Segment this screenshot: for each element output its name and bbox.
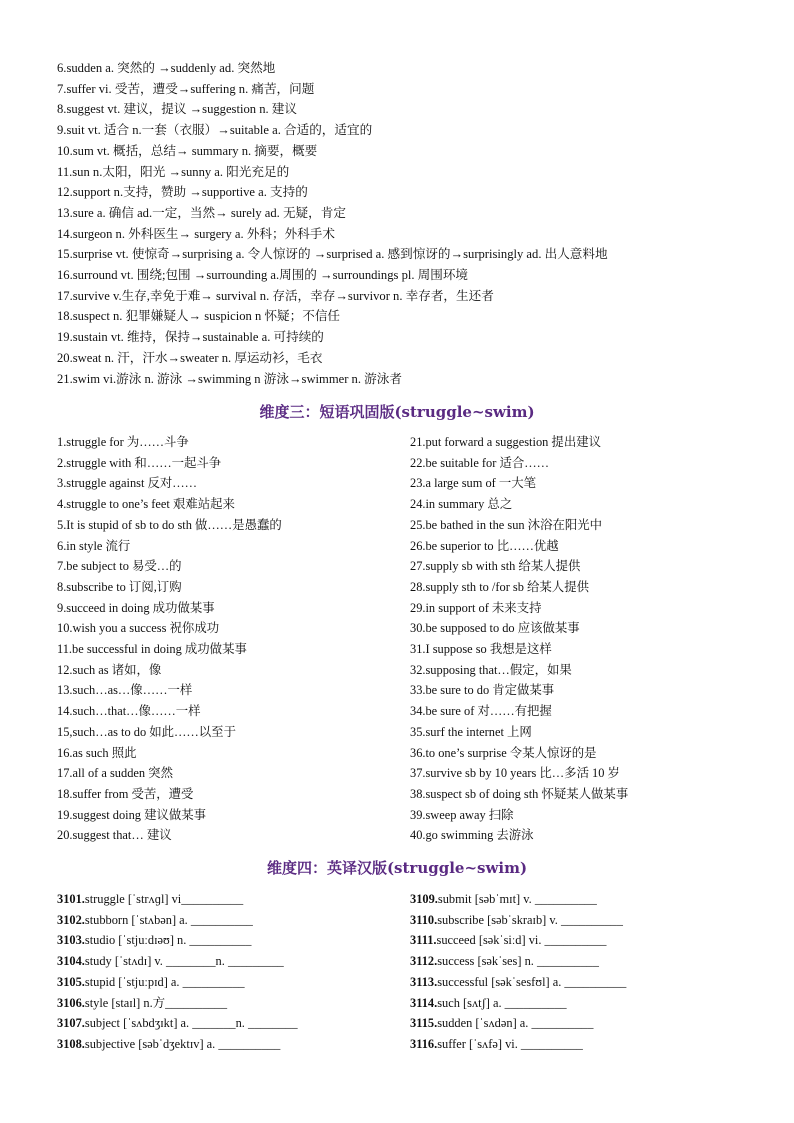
phrase-column-right bbox=[410, 432, 780, 846]
vocab-item bbox=[57, 889, 407, 910]
vocab-entry: sudden [ˈsʌdən] a. __________ bbox=[437, 1016, 594, 1031]
section-4-heading: 维度四：英译汉版(struggle~swim) bbox=[266, 859, 528, 877]
phrase-item: 35.surf the internet 上网 bbox=[410, 724, 532, 739]
phrase-item: 6.in style 流行 bbox=[57, 538, 131, 553]
vocab-number: 3104. bbox=[57, 954, 85, 969]
phrase-item: 20.suggest that… 建议 bbox=[57, 828, 172, 843]
derivation-line: 13.sure a. 确信 ad.一定，当然→ surely ad. 无疑，肯定 bbox=[57, 205, 346, 220]
vocab-entry: studio [ˈstjuːdɪəʊ] n. __________ bbox=[84, 933, 252, 948]
phrase-item: 1.struggle for 为……斗争 bbox=[57, 435, 189, 449]
phrase-item: 27.supply sb with sth 给某人提供 bbox=[410, 559, 581, 574]
phrase-item: 31.I suppose so 我想是这样 bbox=[410, 642, 552, 657]
phrase-item: 18.suffer from 受苦，遭受 bbox=[57, 786, 194, 801]
vocab-entry: successful [səkˈsesfʊl] a. __________ bbox=[437, 974, 627, 989]
phrase-item: 3.struggle against 反对…… bbox=[57, 476, 198, 491]
vocab-number: 3113. bbox=[410, 974, 438, 989]
vocab-entry: suffer [ˈsʌfə] vi. __________ bbox=[437, 1036, 583, 1051]
vocab-entry: succeed [səkˈsiːd] vi. __________ bbox=[436, 933, 607, 948]
derivation-line: 19.sustain vt. 维持，保持→sustainable a. 可持续的 bbox=[57, 330, 324, 345]
derivation-line: 7.suffer vi. 受苦，遭受→suffering n. 痛苦，问题 bbox=[57, 81, 315, 96]
vocab-item bbox=[57, 1034, 407, 1055]
phrase-item: 8.subscribe to 订阅,订购 bbox=[57, 579, 182, 594]
vocab-number: 3105. bbox=[57, 974, 85, 989]
phrase-item: 11.be successful in doing 成功做某事 bbox=[57, 642, 247, 657]
vocab-item bbox=[410, 889, 780, 910]
vocab-entry: success [səkˈses] n. __________ bbox=[437, 954, 599, 969]
phrase-item: 26.be superior to 比……优越 bbox=[410, 538, 559, 553]
derivation-line: 11.sun n.太阳，阳光 →sunny a. 阳光充足的 bbox=[57, 164, 290, 179]
phrase-item: 40.go swimming 去游泳 bbox=[410, 828, 534, 843]
vocab-item bbox=[410, 910, 780, 931]
phrase-item: 13.such…as…像……一样 bbox=[57, 683, 193, 698]
phrase-item: 21.put forward a suggestion 提出建议 bbox=[410, 435, 601, 449]
vocab-exercise-list bbox=[57, 889, 777, 1064]
vocab-entry: submit [səbˈmɪt] v. __________ bbox=[437, 892, 597, 906]
phrase-item: 14.such…that…像……一样 bbox=[57, 704, 201, 719]
vocab-number: 3111. bbox=[410, 933, 437, 948]
vocab-number: 3112. bbox=[410, 954, 438, 969]
vocab-item bbox=[410, 972, 780, 993]
derivation-line: 21.swim vi.游泳 n. 游泳 →swimming n 游泳→swimmer n. 游泳者 bbox=[57, 371, 402, 386]
phrase-item: 12.such as 诸如，像 bbox=[57, 662, 162, 677]
vocab-entry: stupid [ˈstjuːpɪd] a. __________ bbox=[84, 974, 245, 989]
phrase-item: 39.sweep away 扫除 bbox=[410, 807, 514, 822]
vocab-entry: such [sʌtʃ] a. __________ bbox=[437, 995, 567, 1010]
section-3-heading: 维度三：短语巩固版(struggle~swim) bbox=[259, 403, 535, 421]
vocab-number: 3101. bbox=[57, 892, 85, 906]
phrase-item: 37.survive sb by 10 years 比…多活 10 岁 bbox=[410, 766, 620, 781]
vocab-number: 3116. bbox=[410, 1036, 438, 1051]
phrase-item: 36.to one’s surprise 令某人惊讶的是 bbox=[410, 745, 597, 760]
derivation-line: 6.sudden a. 突然的 →suddenly ad. 突然地 bbox=[57, 61, 276, 75]
phrase-item: 7.be subject to 易受…的 bbox=[57, 559, 182, 574]
phrase-item: 29.in support of 未来支持 bbox=[410, 600, 542, 615]
phrase-item: 24.in summary 总之 bbox=[410, 497, 513, 512]
vocab-number: 3114. bbox=[410, 995, 438, 1010]
vocab-item bbox=[410, 993, 780, 1014]
vocab-item bbox=[57, 930, 407, 951]
derivation-line: 15.surprise vt. 使惊奇→surprising a. 令人惊讶的 →surprised a. 感到惊讶的→surprisingly ad. 出人意料地 bbox=[57, 247, 608, 262]
phrase-item: 23.a large sum of 一大笔 bbox=[410, 476, 537, 491]
word-derivation-list bbox=[57, 58, 777, 389]
vocab-entry: style [staɪl] n.方__________ bbox=[84, 995, 228, 1010]
vocab-entry: study [ˈstʌdɪ] v. ________n. _________ bbox=[84, 954, 284, 969]
phrase-item: 15,such…as to do 如此……以至于 bbox=[57, 724, 236, 739]
vocab-entry: subjective [səbˈdʒektɪv] a. __________ bbox=[84, 1036, 281, 1051]
phrase-item: 5.It is stupid of sb to do sth 做……是愚蠢的 bbox=[57, 517, 282, 532]
derivation-line: 14.surgeon n. 外科医生→ surgery a. 外科；外科手术 bbox=[57, 226, 335, 241]
phrase-item: 19.suggest doing 建议做某事 bbox=[57, 807, 207, 822]
vocab-number: 3102. bbox=[57, 912, 85, 927]
phrase-item: 33.be sure to do 肯定做某事 bbox=[410, 683, 555, 698]
phrase-item: 22.be suitable for 适合…… bbox=[410, 455, 550, 470]
phrase-list bbox=[57, 432, 777, 852]
vocab-column-right bbox=[410, 889, 780, 1055]
phrase-item: 9.succeed in doing 成功做某事 bbox=[57, 600, 215, 615]
phrase-item: 32.supposing that…假定，如果 bbox=[410, 662, 572, 677]
derivation-line: 18.suspect n. 犯罪嫌疑人→ suspicion n 怀疑；不信任 bbox=[57, 309, 341, 324]
vocab-item bbox=[57, 993, 407, 1014]
vocab-number: 3108. bbox=[57, 1036, 85, 1051]
vocab-number: 3115. bbox=[410, 1016, 438, 1031]
vocab-entry: subscribe [səbˈskraɪb] v. __________ bbox=[437, 912, 623, 927]
phrase-item: 10.wish you a success 祝你成功 bbox=[57, 621, 220, 636]
phrase-column-left bbox=[57, 432, 407, 846]
phrase-item: 4.struggle to one’s feet 艰难站起来 bbox=[57, 497, 235, 512]
derivation-line: 12.support n.支持，赞助 →supportive a. 支持的 bbox=[57, 185, 308, 200]
phrase-item: 17.all of a sudden 突然 bbox=[57, 766, 173, 781]
vocab-number: 3110. bbox=[410, 912, 438, 927]
vocab-column-left bbox=[57, 889, 407, 1055]
vocab-entry: subject [ˈsʌbdʒɪkt] a. _______n. ________ bbox=[84, 1016, 298, 1031]
vocab-item bbox=[410, 930, 780, 951]
derivation-line: 20.sweat n. 汗，汗水→sweater n. 厚运动衫，毛衣 bbox=[57, 350, 323, 365]
vocab-number: 3107. bbox=[57, 1016, 85, 1031]
vocab-item bbox=[410, 1034, 780, 1055]
vocab-item bbox=[410, 1013, 780, 1034]
derivation-line: 17.survive v.生存,幸免于难→ survival n. 存活，幸存→survivor n. 幸存者，生还者 bbox=[57, 288, 494, 303]
phrase-item: 28.supply sth to /for sb 给某人提供 bbox=[410, 579, 589, 594]
phrase-item: 30.be supposed to do 应该做某事 bbox=[410, 621, 580, 636]
phrase-item: 38.suspect sb of doing sth 怀疑某人做某事 bbox=[410, 786, 629, 801]
vocab-number: 3106. bbox=[57, 995, 85, 1010]
derivation-line: 8.suggest vt. 建议，提议 →suggestion n. 建议 bbox=[57, 102, 297, 117]
phrase-item: 2.struggle with 和……一起斗争 bbox=[57, 455, 222, 470]
phrase-item: 25.be bathed in the sun 沐浴在阳光中 bbox=[410, 517, 603, 532]
vocab-number: 3109. bbox=[410, 892, 438, 906]
vocab-entry: struggle [ˈstrʌɡl] vi__________ bbox=[84, 892, 244, 906]
vocab-number: 3103. bbox=[57, 933, 85, 948]
vocab-item bbox=[57, 1013, 407, 1034]
vocab-item bbox=[410, 951, 780, 972]
derivation-line: 9.suit vt. 适合 n.一套（衣服）→suitable a. 合适的，适宜的 bbox=[57, 123, 373, 138]
phrase-item: 34.be sure of 对……有把握 bbox=[410, 704, 552, 719]
derivation-line: 10.sum vt. 概括，总结→ summary n. 摘要，概要 bbox=[57, 143, 318, 158]
derivation-line: 16.surround vt. 围绕;包围 →surrounding a.周围的 →surroundings pl. 周围环境 bbox=[57, 268, 469, 283]
phrase-item: 16.as such 照此 bbox=[57, 745, 137, 760]
vocab-item bbox=[57, 951, 407, 972]
vocab-item bbox=[57, 910, 407, 931]
vocab-entry: stubborn [ˈstʌbən] a. __________ bbox=[84, 912, 253, 927]
vocab-item bbox=[57, 972, 407, 993]
